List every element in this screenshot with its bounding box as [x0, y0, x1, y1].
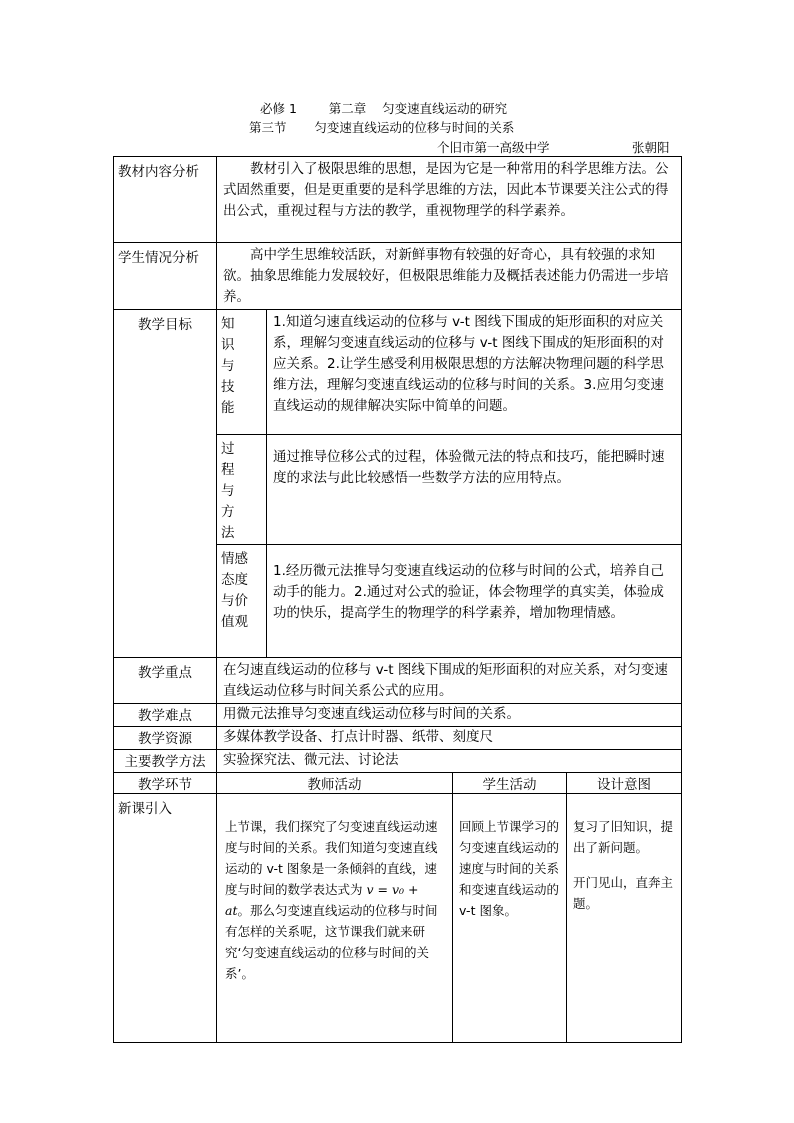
key-points-row: [114, 658, 682, 704]
emotion-text: 1.经历微元法推导匀变速直线运动的位移与时间的公式，培养自己动手的能力。2.通过对公式的验证，体会物理学的真实美，体验成功的快乐，提高学生的物理学的科学素养，增加物理情感。: [267, 545, 682, 658]
design-intent: [567, 794, 682, 1043]
student-analysis-row: [114, 243, 682, 310]
lesson-plan-table: [113, 156, 682, 1043]
teacher-activity-text-1: 上节课，我们探究了匀变速直线运动速度与时间的关系。我们知道匀变速直线运动的 v-t 图象是一条倾斜的直线，速度与时间的数学表达式为: [225, 819, 438, 897]
velocity-formula: v = v₀ + at: [225, 882, 419, 918]
difficult-text: 用微元法推导匀变速直线运动位移与时间的关系。: [217, 704, 682, 727]
material-analysis-row: [114, 157, 682, 243]
design-intent-1: 复习了旧知识，提出了新问题。: [573, 819, 674, 855]
teacher-activity: [217, 794, 453, 1043]
student-text: 高中学生思维较活跃，对新鲜事物有较强的好奇心，具有较强的求知欲。抽象思维能力发展较好，但极限思维能力及概括表述能力仍需进一步培养。: [217, 243, 682, 310]
resources-row: [114, 727, 682, 750]
intro-step-row: [114, 794, 682, 1043]
methods-text: 实验探究法、微元法、讨论法: [217, 750, 682, 773]
design-intent-2: 开门见山，直奔主题。: [573, 875, 674, 911]
material-label: 教材内容分析: [114, 157, 217, 243]
key-text: 在匀速直线运动的位移与 v-t 图线下围成的矩形面积的对应关系，对匀变速直线运动位移与时间关系公式的应用。: [217, 658, 682, 704]
process-label: 过程与方法: [217, 435, 267, 545]
process-text: 通过推导位移公式的过程，体验微元法的特点和技巧，能把瞬时速度的求法与此比较感悟一些数学方法的应用特点。: [267, 435, 682, 545]
steps-header-row: [114, 773, 682, 794]
resources-text: 多媒体教学设备、打点计时器、纸带、刻度尺: [217, 727, 682, 750]
difficult-points-row: [114, 704, 682, 727]
intro-label: 新课引入: [114, 794, 217, 1043]
author-name: 张朝阳: [632, 140, 670, 155]
goal-knowledge-row: [114, 310, 682, 435]
steps-header-stage: 教学环节: [114, 773, 217, 794]
difficult-label: 教学难点: [114, 704, 217, 727]
chapter-title: 必修 1 第二章 匀变速直线运动的研究: [260, 101, 508, 116]
steps-header-student: 学生活动: [453, 773, 567, 794]
school-name: 个旧市第一高级中学: [437, 140, 550, 155]
knowledge-text: 1.知道匀速直线运动的位移与 v-t 图线下围成的矩形面积的对应关系，理解匀变速直线运动的位移与 v-t 图线下围成的矩形面积的对应关系。2.让学生感受利用极限思想的方法解决物理问题的科学思维方法，理解匀变速直线运动的位移与时间的关系。3.应用匀变速直线运动的规律解决实际中简单的问题。: [267, 310, 682, 435]
teacher-activity-text-2: 。那么匀变速直线运动的位移与时间有怎样的关系呢，这节课我们就来研究‘匀变速直线运动的位移与时间的关系’。: [225, 903, 438, 981]
material-text: 教材引入了极限思维的思想，是因为它是一种常用的科学思维方法。公式固然重要，但是更重要的是科学思维的方法，因此本节课要关注公式的得出公式，重视过程与方法的教学，重视物理学的科学素养。: [217, 157, 682, 243]
goals-label: 教学目标: [114, 310, 217, 658]
student-label: 学生情况分析: [114, 243, 217, 310]
emotion-label: 情感态度与价值观: [217, 545, 267, 658]
key-label: 教学重点: [114, 658, 217, 704]
section-title: 第三节 匀变速直线运动的位移与时间的关系: [249, 120, 515, 135]
knowledge-label: 知识与技能: [217, 310, 267, 435]
methods-label: 主要教学方法: [114, 750, 217, 773]
methods-row: [114, 750, 682, 773]
steps-header-intent: 设计意图: [567, 773, 682, 794]
student-activity: 回顾上节课学习的匀变速直线运动的速度与时间的关系和变速直线运动的 v-t 图象。: [453, 794, 567, 1043]
resources-label: 教学资源: [114, 727, 217, 750]
steps-header-teacher: 教师活动: [217, 773, 453, 794]
